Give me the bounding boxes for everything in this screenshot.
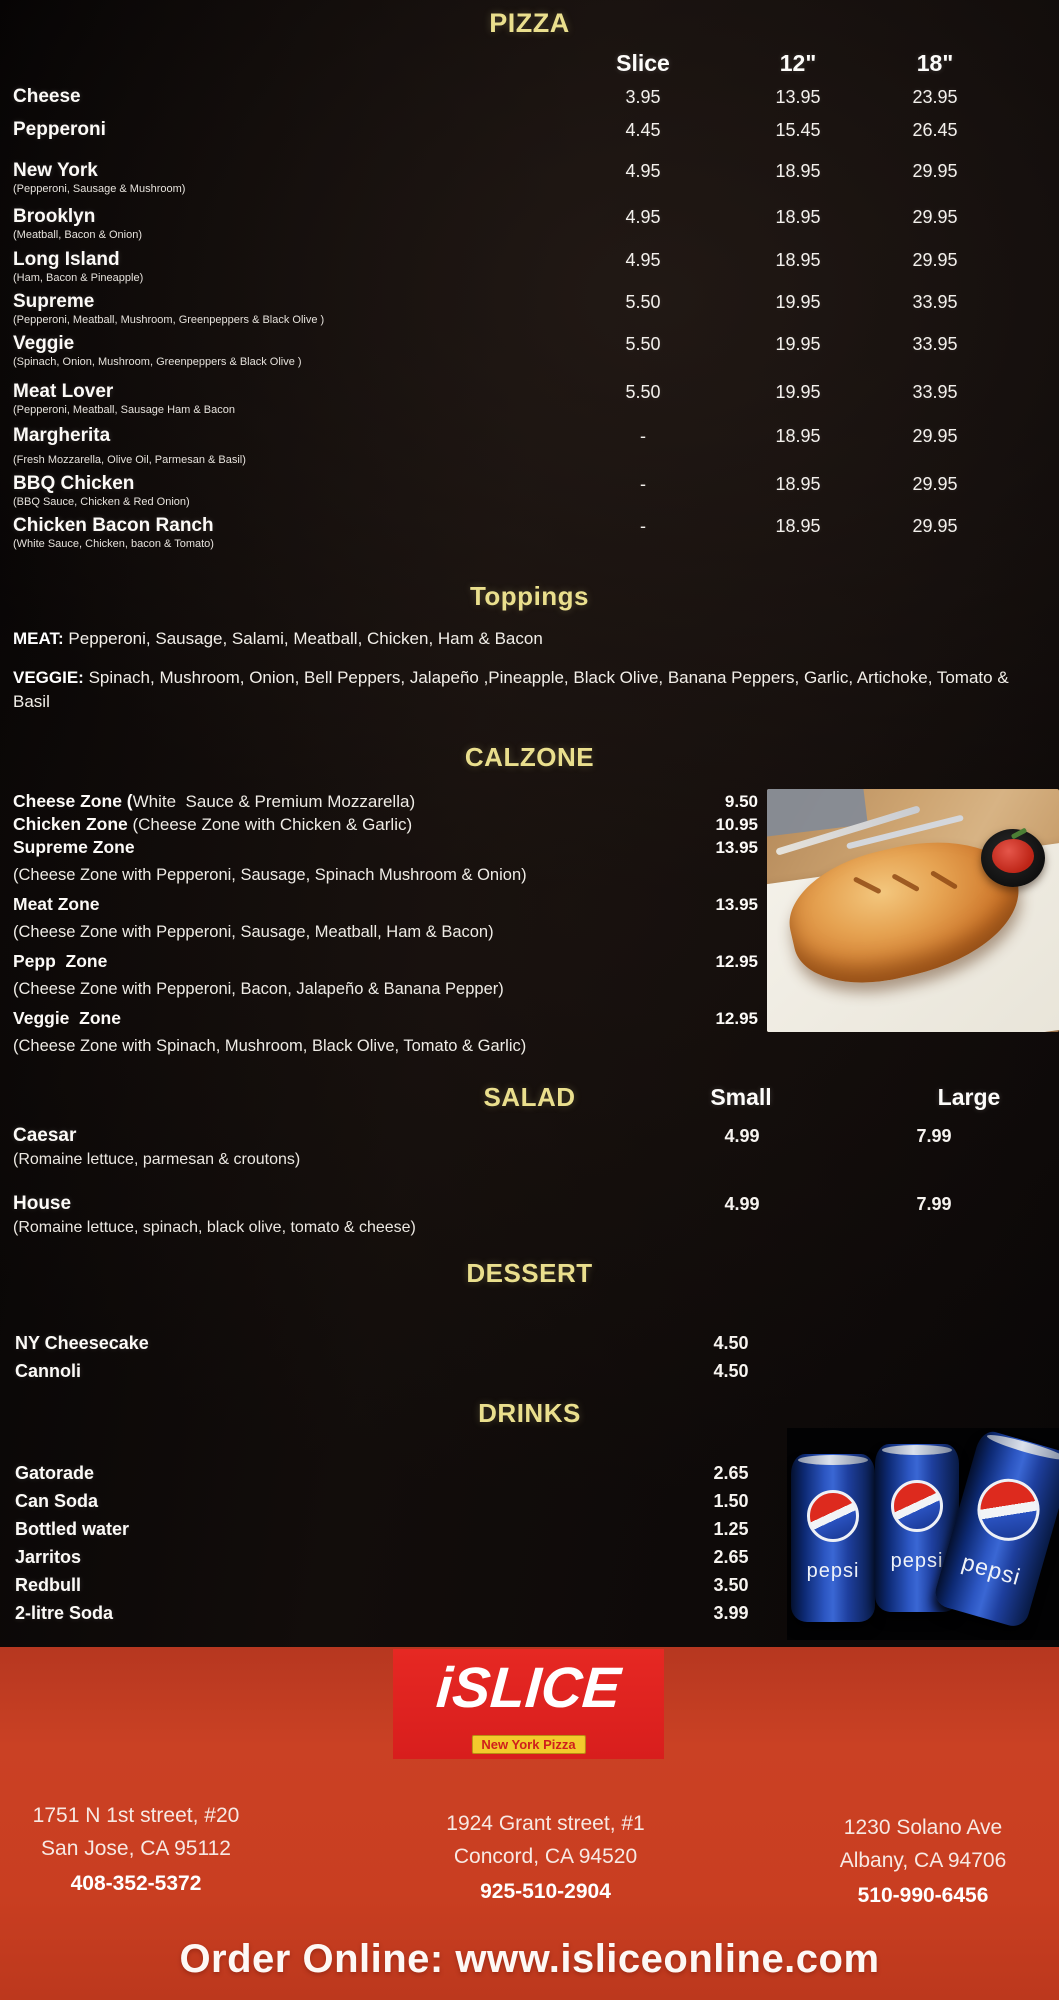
dessert-row-cannoli	[15, 1360, 1019, 1382]
price-18in: 29.95	[912, 516, 958, 536]
price-slice: 3.95	[625, 87, 661, 107]
item-desc: (Pepperoni, Sausage & Mushroom)	[13, 183, 186, 195]
marinara-cup	[981, 829, 1045, 887]
col-header-small: Small	[710, 1084, 772, 1110]
item-price: 13.95	[715, 895, 758, 914]
price-18in: 29.95	[912, 426, 958, 446]
price-12in: 18.95	[775, 474, 821, 494]
price-slice: -	[640, 516, 646, 536]
marinara-sauce	[992, 839, 1034, 873]
section-title-pizza: PIZZA	[489, 8, 570, 38]
price-18in: 23.95	[912, 87, 958, 107]
address-line-2: Albany, CA 94706	[839, 1849, 1007, 1872]
item-desc: (Fresh Mozzarella, Olive Oil, Parmesan & Basil)	[13, 454, 246, 466]
item-name: Pepp Zone	[13, 951, 108, 971]
salad-row-caesar	[13, 1125, 1017, 1170]
dessert-row-ny-cheesecake	[15, 1332, 1019, 1354]
item-price: 12.95	[715, 952, 758, 971]
address-line-2: Concord, CA 94520	[453, 1845, 638, 1868]
calzone-slash	[930, 870, 958, 890]
price-slice: 5.50	[625, 292, 661, 312]
pizza-row-meat-lover	[13, 381, 1017, 416]
address-line-1: 1751 N 1st street, #20	[32, 1804, 240, 1827]
item-inline-desc	[121, 1007, 698, 1030]
veggie-label: VEGGIE:	[13, 668, 84, 687]
item-name: Gatorade	[15, 1463, 95, 1483]
salad-row-house	[13, 1193, 1017, 1238]
price-small: 4.99	[724, 1126, 760, 1146]
basil-garnish	[1011, 828, 1027, 840]
pizza-column-headers	[13, 50, 1017, 77]
pizza-row-veggie	[13, 333, 1017, 368]
price-18in: 29.95	[912, 474, 958, 494]
section-title-drinks: DRINKS	[478, 1398, 581, 1428]
price-18in: 33.95	[912, 382, 958, 402]
pizza-row-bbq-chicken	[13, 473, 1017, 508]
pizza-row-supreme	[13, 291, 1017, 326]
item-desc: (Cheese Zone with Pepperoni, Bacon, Jalapeño & Banana Pepper)	[13, 980, 504, 998]
price-small: 4.99	[724, 1194, 760, 1214]
address-line-2: San Jose, CA 95112	[41, 1837, 231, 1860]
calzone-row-veggie-zone	[13, 1007, 758, 1030]
toppings-meat-line	[13, 628, 1021, 650]
price-12in: 18.95	[775, 250, 821, 270]
pizza-name-column-spacer	[13, 50, 543, 77]
item-price: 12.95	[715, 1009, 758, 1028]
price-12in: 18.95	[775, 426, 821, 446]
address-line-1: 1230 Solano Ave	[843, 1816, 1003, 1839]
pizza-row-margherita	[13, 425, 1017, 466]
price-18in: 33.95	[912, 334, 958, 354]
item-name: Supreme	[13, 291, 95, 312]
calzone-slash	[891, 873, 920, 892]
item-name: Veggie Zone	[13, 1008, 121, 1028]
price-slice: -	[640, 426, 646, 446]
item-desc: (Cheese Zone with Pepperoni, Sausage, Meatball, Ham & Bacon)	[13, 923, 494, 941]
pepsi-wordmark: pepsi	[890, 1550, 944, 1572]
price-slice: 5.50	[625, 334, 661, 354]
item-inline-desc	[107, 950, 698, 973]
pizza-row-chicken-bacon-ranch	[13, 515, 1017, 550]
pizza-table	[13, 86, 1017, 550]
item-price: 1.50	[713, 1491, 749, 1511]
salad-table	[13, 1125, 1017, 1238]
item-desc: (Romaine lettuce, spinach, black olive, tomato & cheese)	[13, 1219, 416, 1236]
item-desc: (Romaine lettuce, parmesan & croutons)	[13, 1151, 301, 1168]
pizza-row-long-island	[13, 249, 1017, 284]
item-name: Bottled water	[15, 1519, 130, 1539]
item-name: Long Island	[13, 249, 120, 270]
price-18in: 29.95	[912, 207, 958, 227]
section-title-dessert: DESSERT	[466, 1258, 593, 1288]
item-name: Can Soda	[15, 1491, 99, 1511]
item-desc: (Spinach, Onion, Mushroom, Greenpeppers & Black Olive )	[13, 356, 302, 368]
price-slice: 5.50	[625, 382, 661, 402]
item-price: 3.50	[713, 1575, 749, 1595]
price-12in: 13.95	[775, 87, 821, 107]
pepsi-can	[791, 1454, 875, 1622]
veggie-list: Spinach, Mushroom, Onion, Bell Peppers, Jalapeño ,Pineapple, Black Olive, Banana Peppers, Garlic, Artichoke, Tomato & Basil	[13, 668, 1009, 711]
item-desc: (White Sauce, Chicken, bacon & Tomato)	[13, 538, 214, 550]
col-header-slice: Slice	[616, 50, 670, 76]
price-18in: 29.95	[912, 161, 958, 181]
price-12in: 18.95	[775, 207, 821, 227]
calzone-row-pepp-zone	[13, 950, 758, 973]
price-12in: 19.95	[775, 292, 821, 312]
calzone-row-cheese-zone	[13, 790, 758, 813]
item-price: 1.25	[713, 1519, 749, 1539]
price-slice: 4.95	[625, 207, 661, 227]
item-desc: (Pepperoni, Meatball, Sausage Ham & Bacon	[13, 404, 235, 416]
item-name: Brooklyn	[13, 206, 96, 227]
calzone-row-chicken-zone	[13, 813, 758, 836]
item-inline-desc: White Sauce & Premium Mozzarella)	[132, 792, 416, 811]
price-slice: 4.95	[625, 250, 661, 270]
order-online-banner: Order Online: www.isliceonline.com	[179, 1937, 880, 1981]
item-inline-desc	[100, 893, 698, 916]
price-slice: -	[640, 474, 646, 494]
pizza-row-new-york	[13, 160, 1017, 195]
section-title-toppings: Toppings	[469, 581, 590, 611]
item-name: Supreme Zone	[13, 837, 135, 857]
item-name: Chicken Bacon Ranch	[13, 515, 214, 536]
item-name: 2-litre Soda	[15, 1603, 114, 1623]
location-san-jose	[0, 1799, 272, 1900]
price-12in: 18.95	[775, 161, 821, 181]
item-name: Meat Zone	[13, 894, 100, 914]
calzone-list	[13, 790, 758, 1064]
item-name: Cannoli	[15, 1361, 81, 1381]
section-title-salad: SALAD	[483, 1082, 576, 1112]
location-albany	[793, 1811, 1053, 1912]
item-name: House	[13, 1193, 72, 1214]
item-desc: (Cheese Zone with Spinach, Mushroom, Black Olive, Tomato & Garlic)	[13, 1037, 527, 1055]
price-12in: 18.95	[775, 516, 821, 536]
pizza-row-cheese	[13, 86, 1017, 108]
pepsi-globe-icon	[891, 1480, 943, 1532]
item-price: 2.65	[713, 1463, 749, 1483]
item-desc: (Pepperoni, Meatball, Mushroom, Greenpeppers & Black Olive )	[13, 314, 325, 326]
footer	[0, 1647, 1059, 2000]
col-header-large: Large	[937, 1084, 1001, 1110]
price-slice: 4.95	[625, 161, 661, 181]
price-18in: 29.95	[912, 250, 958, 270]
toppings-veggie-line	[13, 666, 1021, 714]
item-name: Jarritos	[15, 1547, 82, 1567]
toppings-text	[13, 628, 1021, 714]
price-12in: 19.95	[775, 334, 821, 354]
item-price: 9.50	[724, 792, 758, 811]
item-price: 2.65	[713, 1547, 749, 1567]
phone-number: 925-510-2904	[480, 1880, 611, 1903]
pepsi-globe-icon	[807, 1490, 859, 1542]
pepsi-cans-photo	[787, 1428, 1059, 1640]
item-name: Chicken Zone	[13, 814, 128, 834]
item-name: Cheese Zone (	[13, 791, 133, 811]
price-slice: 4.45	[625, 120, 661, 140]
item-name: Margherita	[13, 425, 111, 446]
price-18in: 33.95	[912, 292, 958, 312]
item-desc: (Ham, Bacon & Pineapple)	[13, 272, 144, 284]
address-line-1: 1924 Grant street, #1	[446, 1812, 645, 1835]
item-name: BBQ Chicken	[13, 473, 135, 494]
item-name: Cheese	[13, 86, 81, 107]
item-price: 13.95	[715, 838, 758, 857]
price-large: 7.99	[916, 1126, 952, 1146]
pepsi-globe-icon	[970, 1471, 1047, 1548]
item-inline-desc	[135, 836, 698, 859]
calzone-slash	[853, 876, 882, 894]
logo-tagline: New York Pizza	[471, 1735, 585, 1754]
col-header-18in: 18"	[916, 50, 954, 76]
islice-logo	[393, 1649, 664, 1759]
item-desc: (Cheese Zone with Pepperoni, Sausage, Spinach Mushroom & Onion)	[13, 866, 527, 884]
calzone-row-meat-zone	[13, 893, 758, 916]
item-name: Redbull	[15, 1575, 81, 1595]
meat-list: Pepperoni, Sausage, Salami, Meatball, Chicken, Ham & Bacon	[63, 629, 543, 648]
pizza-row-brooklyn	[13, 206, 1017, 241]
item-name: New York	[13, 160, 98, 181]
item-name: Pepperoni	[13, 119, 106, 140]
phone-number: 510-990-6456	[857, 1884, 989, 1907]
calzone-row-supreme-zone	[13, 836, 758, 859]
islice-logo-text: iSLICE	[434, 1656, 623, 1720]
item-name: NY Cheesecake	[15, 1333, 149, 1353]
price-12in: 15.45	[775, 120, 821, 140]
pepsi-wordmark: pepsi	[959, 1548, 1024, 1591]
item-price: 3.99	[713, 1603, 749, 1623]
item-inline-desc: (Cheese Zone with Chicken & Garlic)	[127, 815, 413, 834]
location-concord	[408, 1807, 683, 1908]
pizza-row-pepperoni	[13, 119, 1017, 141]
price-18in: 26.45	[912, 120, 958, 140]
dessert-list	[15, 1332, 1019, 1388]
item-name: Meat Lover	[13, 381, 114, 402]
item-price: 4.50	[713, 1333, 749, 1353]
phone-number: 408-352-5372	[70, 1872, 202, 1895]
col-header-12in: 12"	[779, 50, 817, 76]
pepsi-wordmark: pepsi	[806, 1560, 860, 1582]
item-price: 4.50	[713, 1361, 749, 1381]
item-price: 10.95	[715, 815, 758, 834]
price-12in: 19.95	[775, 382, 821, 402]
section-title-calzone: CALZONE	[464, 742, 595, 772]
meat-label: MEAT:	[13, 629, 64, 648]
item-name: Caesar	[13, 1125, 77, 1146]
item-desc: (BBQ Sauce, Chicken & Red Onion)	[13, 496, 190, 508]
item-name: Veggie	[13, 333, 75, 354]
item-desc: (Meatball, Bacon & Onion)	[13, 229, 143, 241]
price-large: 7.99	[916, 1194, 952, 1214]
calzone-photo	[767, 789, 1059, 1032]
